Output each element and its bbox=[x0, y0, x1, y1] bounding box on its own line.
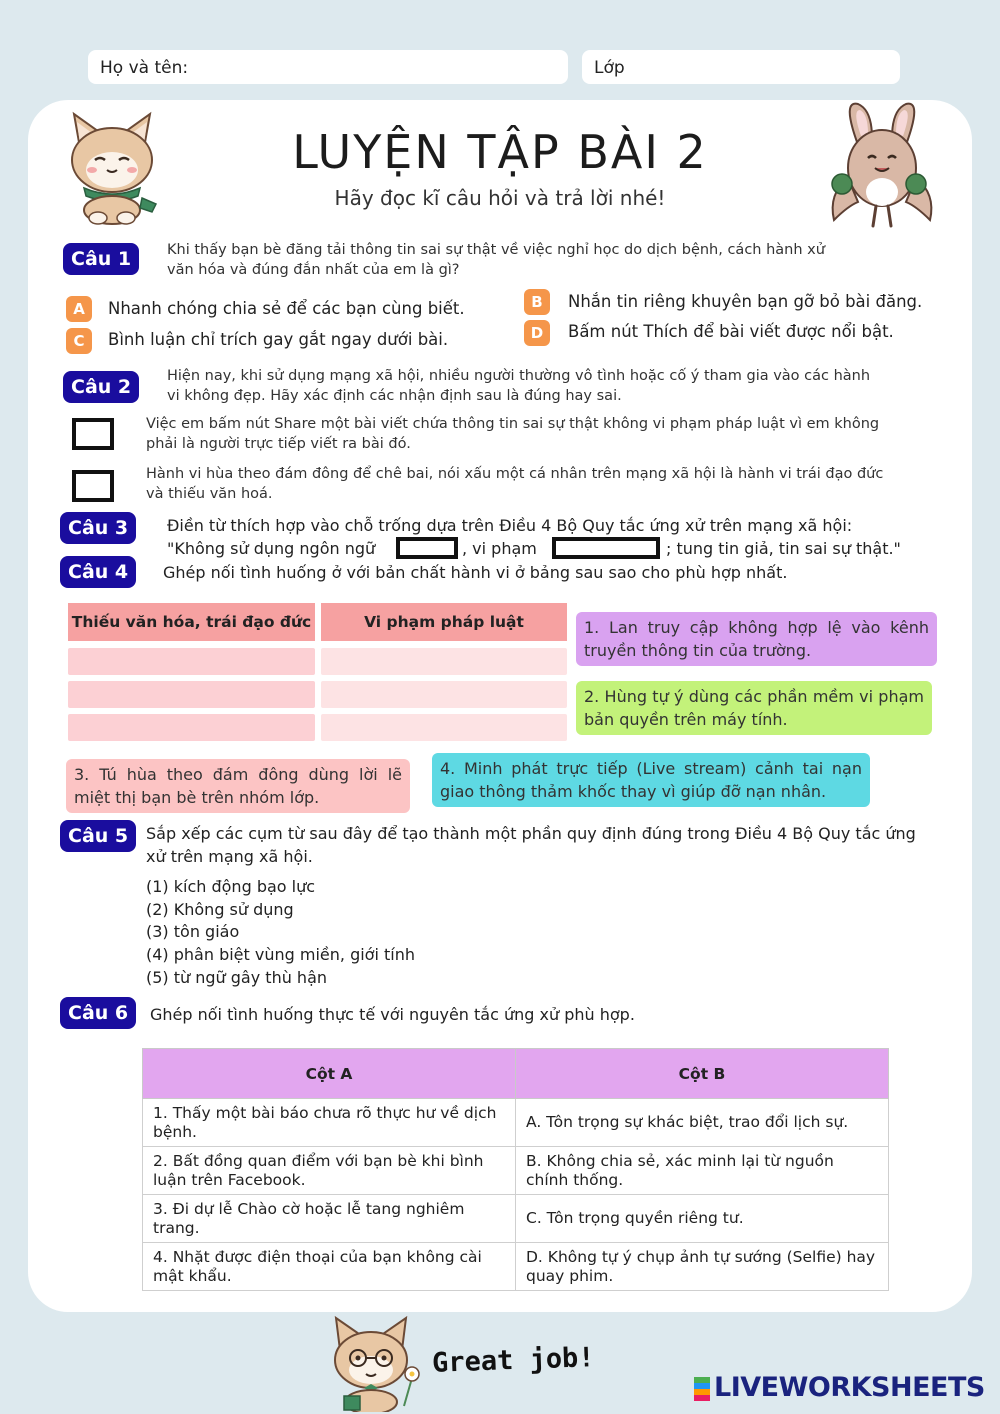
q5-badge: Câu 5 bbox=[60, 820, 136, 852]
q4-drop-cell-unethical-3[interactable] bbox=[68, 714, 315, 741]
q4-badge: Câu 4 bbox=[60, 556, 136, 588]
q1-badge: Câu 1 bbox=[63, 243, 139, 275]
liveworksheets-logo-icon bbox=[694, 1377, 710, 1401]
q5-item-5[interactable]: (5) từ ngữ gây thù hận bbox=[146, 968, 328, 987]
q4-column-header-unethical: Thiếu văn hóa, trái đạo đức bbox=[68, 603, 315, 641]
q4-draggable-chip-1[interactable]: 1. Lan truy cập không hợp lệ vào kênh truyền thông tin của trường. bbox=[576, 612, 937, 666]
page-subtitle: Hãy đọc kĩ câu hỏi và trả lời nhé! bbox=[334, 186, 666, 210]
q3-sentence-part-2: , vi phạm bbox=[462, 539, 537, 558]
name-label: Họ và tên: bbox=[100, 58, 189, 78]
class-label: Lớp bbox=[594, 58, 625, 78]
name-field[interactable] bbox=[88, 50, 568, 84]
q6-matching-table bbox=[142, 1048, 889, 1291]
q4-drop-cell-illegal-3[interactable] bbox=[321, 714, 567, 741]
table-row bbox=[143, 1195, 889, 1243]
q6-badge: Câu 6 bbox=[60, 997, 136, 1029]
q1-option-b[interactable]: Nhắn tin riêng khuyên bạn gỡ bỏ bài đăng. bbox=[568, 292, 923, 311]
q3-sentence-part-3: ; tung tin giả, tin sai sự thật." bbox=[666, 539, 901, 558]
q4-drop-cell-unethical-1[interactable] bbox=[68, 648, 315, 675]
q3-blank-2-input[interactable] bbox=[552, 537, 660, 559]
name-input[interactable] bbox=[198, 54, 560, 80]
q3-blank-1-input[interactable] bbox=[396, 537, 458, 559]
table-row bbox=[143, 1099, 889, 1147]
q6-row-2-col-a[interactable]: 2. Bất đồng quan điểm với bạn bè khi bình luận trên Facebook. bbox=[143, 1147, 516, 1195]
q1-text: Khi thấy bạn bè đăng tải thông tin sai sự thật về việc nghỉ học do dịch bệnh, cách hành xử văn hóa và đúng đắn nhất của em là gì? bbox=[167, 242, 825, 278]
cat-with-flower-icon bbox=[326, 1314, 426, 1412]
q5-text: Sắp xếp các cụm từ sau đây để tạo thành một phần quy định đúng trong Điều 4 Bộ Quy tắc ứng xử trên mạng xã hội. bbox=[146, 824, 916, 866]
q5-item-1[interactable]: (1) kích động bạo lực bbox=[146, 877, 316, 896]
q1-option-b-badge[interactable]: B bbox=[524, 289, 550, 315]
q1-option-c-badge[interactable]: C bbox=[66, 328, 92, 354]
q1-option-a-badge[interactable]: A bbox=[66, 296, 92, 322]
q5-item-2[interactable]: (2) Không sử dụng bbox=[146, 900, 294, 919]
q2-statement-1: Việc em bấm nút Share một bài viết chứa thông tin sai sự thật không vi phạm pháp luật vì em không phải là người trực tiếp viết ra bài đó. bbox=[146, 416, 880, 452]
q3-sentence-part-1: "Không sử dụng ngôn ngữ bbox=[167, 539, 376, 558]
q6-row-4-col-b[interactable]: D. Không tự ý chụp ảnh tự sướng (Selfie) hay quay phim. bbox=[516, 1243, 889, 1291]
q6-row-3-col-b[interactable]: C. Tôn trọng quyền riêng tư. bbox=[516, 1195, 889, 1243]
q6-text: Ghép nối tình huống thực tế với nguyên tắc ứng xử phù hợp. bbox=[150, 1005, 635, 1024]
great-job-text: Great job! bbox=[431, 1342, 596, 1379]
q6-header-col-a: Cột A bbox=[143, 1049, 516, 1099]
q5-item-4[interactable]: (4) phân biệt vùng miền, giới tính bbox=[146, 945, 415, 964]
table-row bbox=[143, 1243, 889, 1291]
liveworksheets-brand: LIVEWORKSHEETS bbox=[714, 1372, 985, 1403]
q2-statement-1-answer-box[interactable] bbox=[72, 418, 114, 450]
q4-drop-cell-illegal-1[interactable] bbox=[321, 648, 567, 675]
q2-statement-2: Hành vi hùa theo đám đông để chê bai, nói xấu một cá nhân trên mạng xã hội là hành vi trái đạo đức và thiếu văn hoá. bbox=[146, 466, 884, 502]
q4-column-header-illegal: Vi phạm pháp luật bbox=[321, 603, 567, 641]
q4-draggable-chip-3[interactable]: 3. Tú hùa theo đám đông dùng lời lẽ miệt thị bạn bè trên nhóm lớp. bbox=[66, 759, 410, 813]
q6-row-1-col-a[interactable]: 1. Thấy một bài báo chưa rõ thực hư về dịch bệnh. bbox=[143, 1099, 516, 1147]
q6-row-2-col-b[interactable]: B. Không chia sẻ, xác minh lại từ nguồn chính thống. bbox=[516, 1147, 889, 1195]
q4-drop-cell-illegal-2[interactable] bbox=[321, 681, 567, 708]
q1-option-a[interactable]: Nhanh chóng chia sẻ để các bạn cùng biết. bbox=[108, 299, 465, 318]
q6-row-1-col-b[interactable]: A. Tôn trọng sự khác biệt, trao đổi lịch sự. bbox=[516, 1099, 889, 1147]
q2-statement-2-answer-box[interactable] bbox=[72, 470, 114, 502]
q4-text: Ghép nối tình huống ở với bản chất hành vi ở bảng sau sao cho phù hợp nhất. bbox=[163, 563, 788, 582]
q4-draggable-chip-2[interactable]: 2. Hùng tự ý dùng các phần mềm vi phạm bản quyền trên máy tính. bbox=[576, 681, 932, 735]
page-title: LUYỆN TẬP BÀI 2 bbox=[292, 125, 708, 179]
q6-header-col-b: Cột B bbox=[516, 1049, 889, 1099]
q1-option-c[interactable]: Bình luận chỉ trích gay gắt ngay dưới bài. bbox=[108, 330, 449, 349]
q3-instruction: Điền từ thích hợp vào chỗ trống dựa trên Điều 4 Bộ Quy tắc ứng xử trên mạng xã hội: bbox=[167, 516, 853, 535]
table-row bbox=[143, 1147, 889, 1195]
q5-item-3[interactable]: (3) tôn giáo bbox=[146, 922, 240, 941]
q6-row-4-col-a[interactable]: 4. Nhặt được điện thoại của bạn không cài mật khẩu. bbox=[143, 1243, 516, 1291]
q3-badge: Câu 3 bbox=[60, 512, 136, 544]
q4-drop-cell-unethical-2[interactable] bbox=[68, 681, 315, 708]
q1-option-d[interactable]: Bấm nút Thích để bài viết được nổi bật. bbox=[568, 322, 894, 341]
q4-draggable-chip-4[interactable]: 4. Minh phát trực tiếp (Live stream) cảnh tai nạn giao thông thảm khốc thay vì giúp đỡ nạn nhân. bbox=[432, 753, 870, 807]
q1-option-d-badge[interactable]: D bbox=[524, 320, 550, 346]
class-field[interactable] bbox=[582, 50, 900, 84]
class-input[interactable] bbox=[637, 54, 892, 80]
q2-text: Hiện nay, khi sử dụng mạng xã hội, nhiều người thường vô tình hoặc cố ý tham gia vào các hành vi không đẹp. Hãy xác định các nhận định sau là đúng hay sai. bbox=[167, 368, 871, 404]
q2-badge: Câu 2 bbox=[63, 371, 139, 403]
q6-row-3-col-a[interactable]: 3. Đi dự lễ Chào cờ hoặc lễ tang nghiêm trang. bbox=[143, 1195, 516, 1243]
